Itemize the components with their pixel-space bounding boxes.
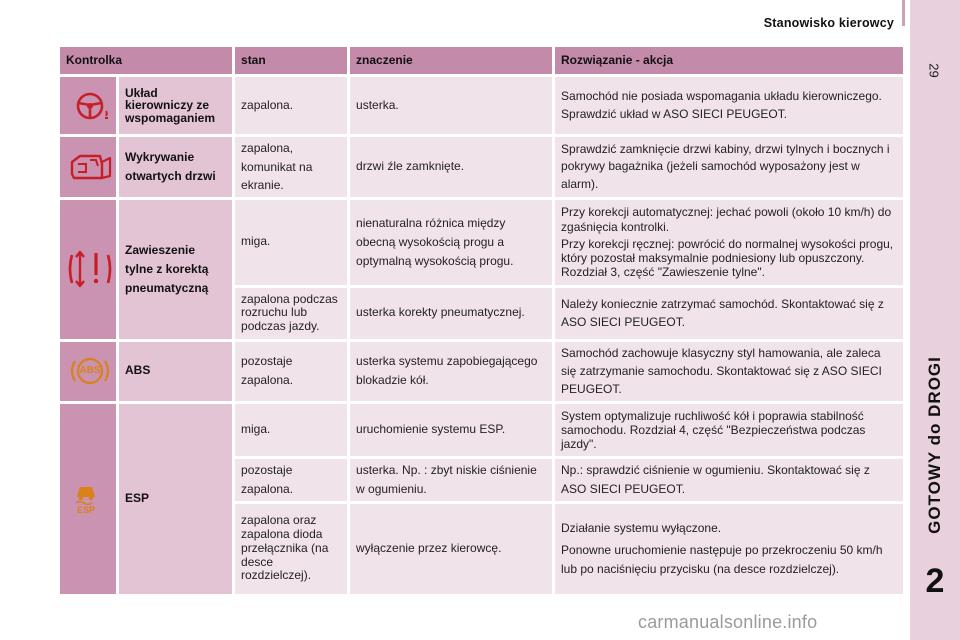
column-header-state: stan bbox=[234, 46, 349, 76]
esp-meaning-flashing: uruchomienie systemu ESP. bbox=[349, 402, 554, 457]
abs-icon-label: ABS bbox=[79, 365, 101, 377]
suspension-state-flashing: miga. bbox=[234, 198, 349, 286]
esp-state-flashing: miga. bbox=[234, 402, 349, 457]
suspension-meaning-flashing: nienaturalna różnica między obecną wysokością progu a optymalną wysokością progu. bbox=[349, 198, 554, 286]
power-steering-action: Samochód nie posiada wspomagania układu kierowniczego. Sprawdzić układ w ASO SIECI PEUGEOT. bbox=[554, 76, 905, 136]
page-number: 29 bbox=[926, 62, 942, 78]
open-doors-icon-cell bbox=[59, 136, 118, 199]
chapter-number: 2 bbox=[925, 562, 945, 600]
esp-state-lit: pozostaje zapalona. bbox=[234, 457, 349, 502]
esp-icon-cell bbox=[59, 402, 118, 595]
abs-meaning: usterka systemu zapobiegającego blokadzie kół. bbox=[349, 340, 554, 402]
suspension-icon-cell bbox=[59, 198, 118, 340]
suspension-meaning-lit: usterka korekty pneumatycznej. bbox=[349, 286, 554, 340]
watermark: carmanualsonline.info bbox=[638, 612, 818, 632]
esp-name: ESP bbox=[118, 402, 234, 595]
suspension-action-automatic: Przy korekcji automatycznej: jechać powoli (około 10 km/h) do zgaśnięcia kontrolki. bbox=[561, 205, 892, 234]
rear-suspension-warning-icon bbox=[66, 247, 114, 291]
suspension-action-flashing bbox=[554, 198, 905, 286]
esp-action-disabled: Działanie systemu wyłączone. bbox=[561, 521, 722, 536]
warning-lights-table bbox=[57, 44, 906, 597]
esp-action-lit: Np.: sprawdzić ciśnienie w ogumieniu. Skontaktować się z ASO SIECI PEUGEOT. bbox=[554, 457, 905, 502]
column-header-meaning: znaczenie bbox=[349, 46, 554, 76]
esp-action-off bbox=[554, 502, 905, 595]
suspension-action-manual: Przy korekcji ręcznej: powrócić do normalnej wysokości progu, który pozostał maksymalnie podniesiony lub opuszczony. Rozdział 3, część "Zawieszenie tylne". bbox=[561, 236, 894, 280]
power-steering-name: Układ kierowniczy ze wspomaganiem bbox=[118, 76, 234, 136]
suspension-state-lit: zapalona podczas rozruchu lub podczas jazdy. bbox=[234, 286, 349, 340]
table-header-row bbox=[59, 46, 905, 76]
esp-action-reactivation: Ponowne uruchomienie następuje po przekroczeniu 50 km/h lub po naciśnięciu przycisku (na desce rozdzielczej). bbox=[561, 542, 883, 576]
chapter-title: GOTOWY do DROGI bbox=[925, 356, 944, 534]
abs-name: ABS bbox=[118, 340, 234, 402]
abs-warning-icon bbox=[66, 354, 114, 388]
open-doors-state: zapalona, komunikat na ekranie. bbox=[234, 136, 349, 199]
suspension-action-lit: Należy koniecznie zatrzymać samochód. Skontaktować się z ASO SIECI PEUGEOT. bbox=[554, 286, 905, 340]
open-doors-action: Sprawdzić zamknięcie drzwi kabiny, drzwi tylnych i bocznych i pokrywy bagażnika (jeżeli samochód wyposażony jest w alarm). bbox=[554, 136, 905, 199]
esp-action-flashing: System optymalizuje ruchliwość kół i poprawia stabilność samochodu. Rozdział 4, część "Bezpieczeństwa podczas jazdy". bbox=[554, 402, 905, 457]
power-steering-meaning: usterka. bbox=[349, 76, 554, 136]
table-row-power-steering bbox=[59, 76, 905, 136]
abs-state: pozostaje zapalona. bbox=[234, 340, 349, 402]
column-header-warning-light: Kontrolka bbox=[59, 46, 234, 76]
header-divider bbox=[902, 0, 905, 26]
table-row-esp-flashing bbox=[59, 402, 905, 457]
power-steering-state: zapalona. bbox=[234, 76, 349, 136]
suspension-name: Zawieszenie tylne z korektą pneumatyczną bbox=[118, 198, 234, 340]
open-door-warning-icon bbox=[66, 150, 114, 184]
table-row-open-doors bbox=[59, 136, 905, 199]
esp-meaning-lit: usterka. Np. : zbyt niskie ciśnienie w ogumieniu. bbox=[349, 457, 554, 502]
table-row-suspension-flashing bbox=[59, 198, 905, 286]
power-steering-warning-icon bbox=[66, 89, 114, 123]
table-row-abs bbox=[59, 340, 905, 402]
esp-state-off: zapalona oraz zapalona dioda przełącznika (na desce rozdzielczej). bbox=[234, 502, 349, 595]
abs-icon-cell bbox=[59, 340, 118, 402]
esp-icon-label: ESP bbox=[76, 504, 95, 515]
abs-action: Samochód zachowuje klasyczny styl hamowania, ale zaleca się zatrzymanie samochodu. Skontaktować się z ASO SIECI PEUGEOT. bbox=[554, 340, 905, 402]
esp-meaning-off: wyłączenie przez kierowcę. bbox=[349, 502, 554, 595]
open-doors-name: Wykrywanie otwartych drzwi bbox=[118, 136, 234, 199]
power-steering-icon-cell bbox=[59, 76, 118, 136]
esp-warning-icon bbox=[66, 481, 106, 517]
open-doors-meaning: drzwi źle zamknięte. bbox=[349, 136, 554, 199]
page-header-title: Stanowisko kierowcy bbox=[763, 16, 894, 30]
column-header-action: Rozwiązanie - akcja bbox=[554, 46, 905, 76]
